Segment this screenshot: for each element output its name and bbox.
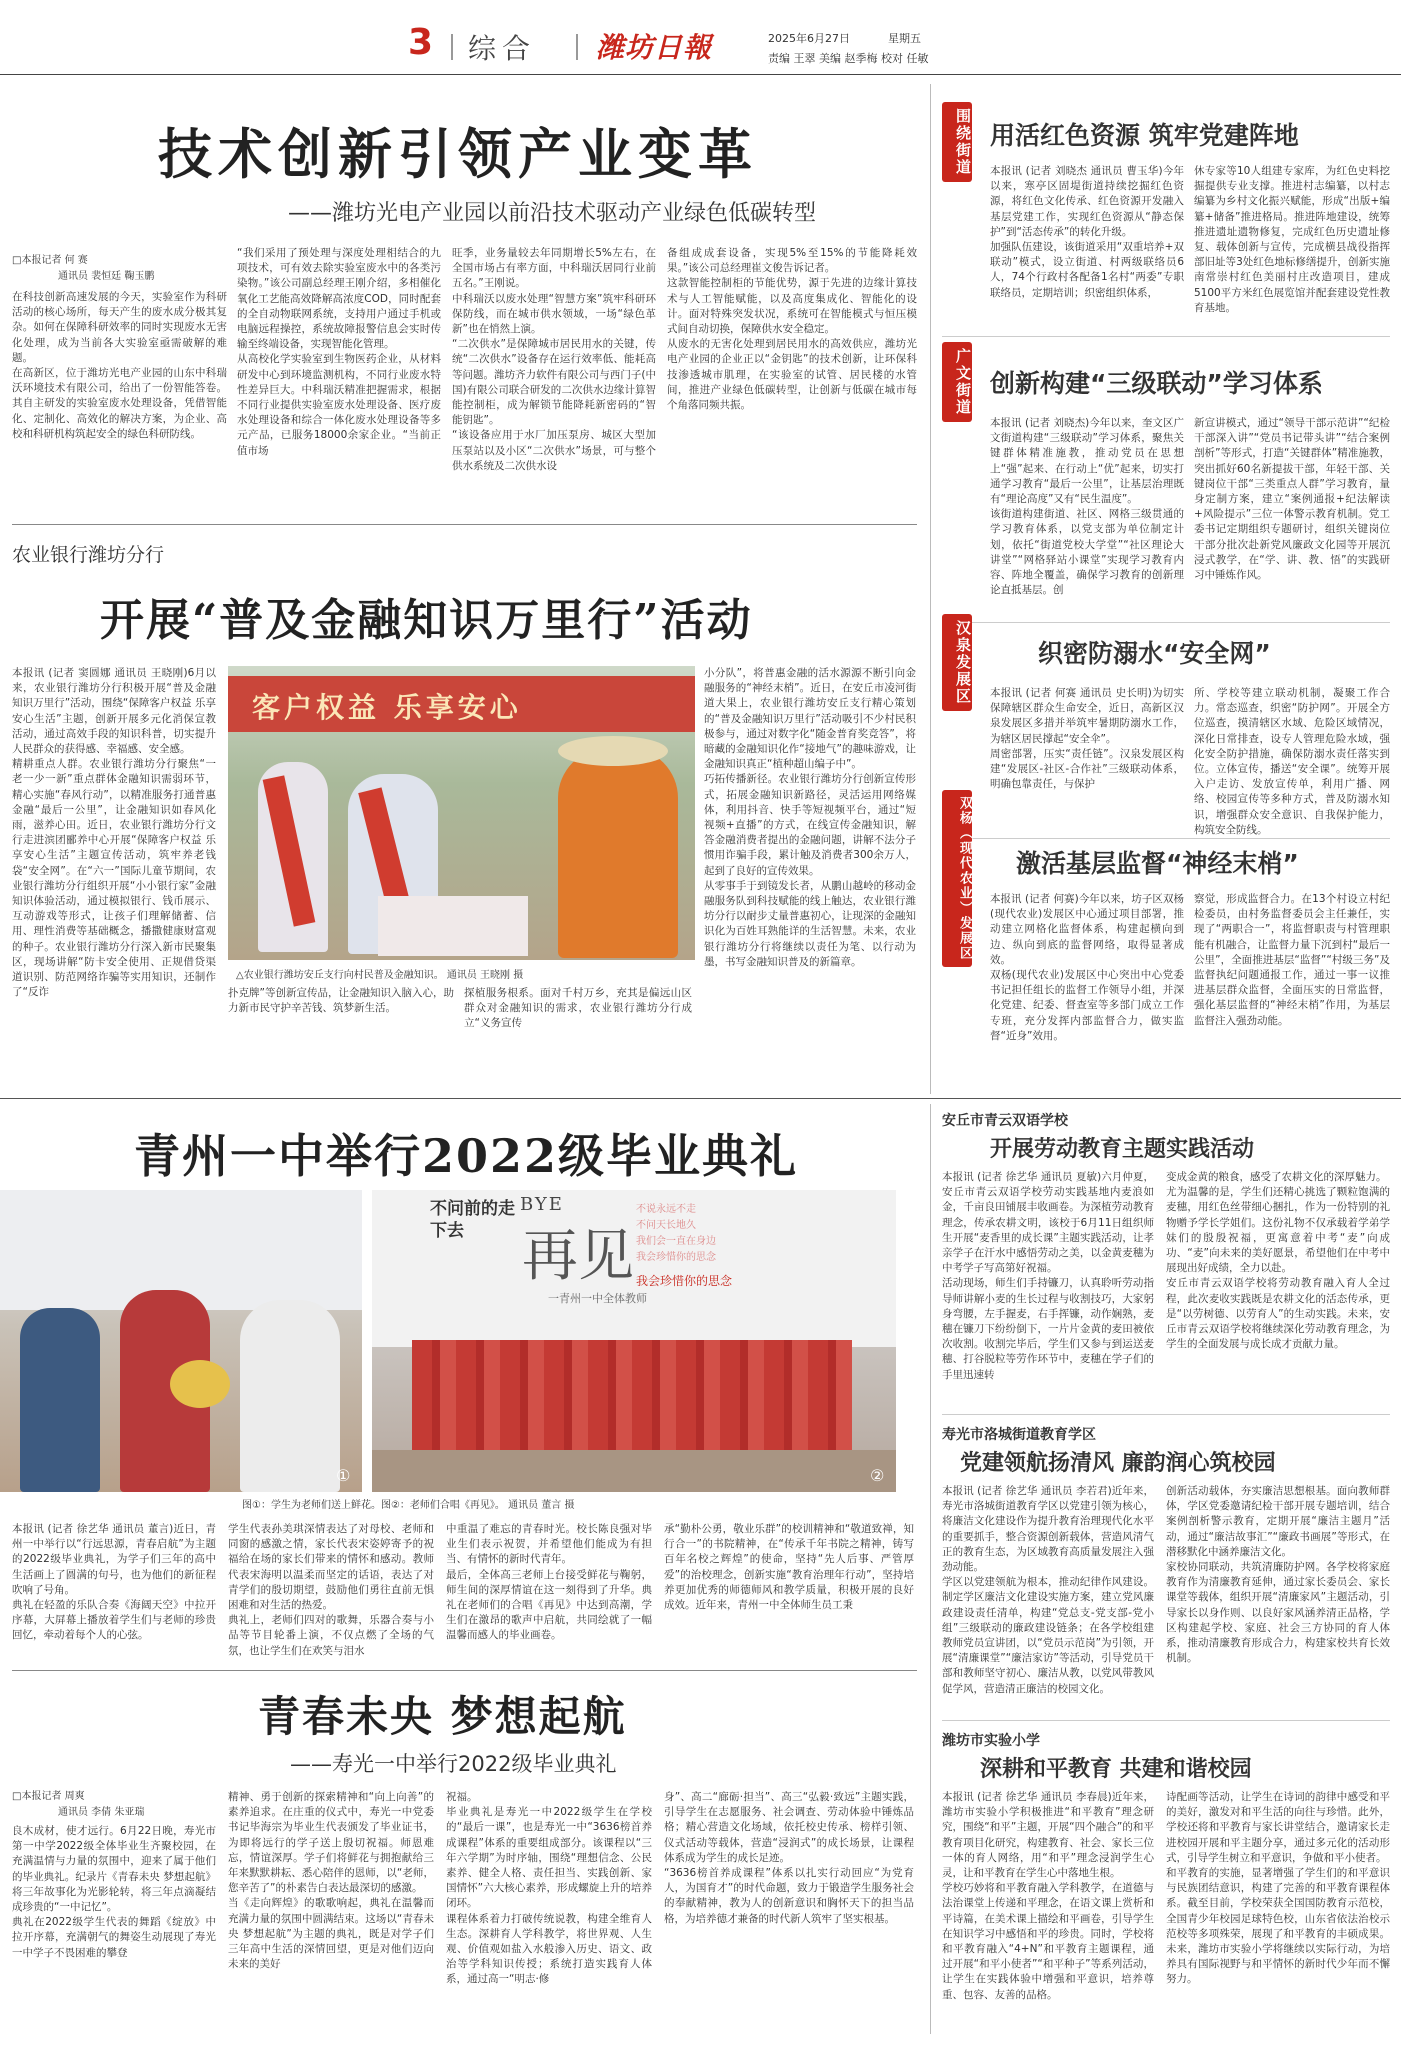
lc-kicker: 寿光市洛城街道教育学区 <box>942 1427 1096 1443</box>
rc-rule-3 <box>942 838 1390 839</box>
sg-col-2: 精神、勇于创新的探索精神和“向上向善”的素养追求。在庄重的仪式中，寿光一中党委书记毕海宗为毕业生代表颁发了毕业证书，为即将远行的学子送上殷切祝福。师恩难忘，情谊深厚。学子们将鲜花与拥抱献给三年来默默耕耘、悉心陪伴的恩师，以“老师，您辛苦了”的朴素告白表达最深切的感激。 当《走向辉煌》的歌歌响起，典礼在温馨而充满力量的氛围中圆满结束。这场以“青春未央 梦想起航”为主题的典礼，既是对学子们三年高中生活的深情回望，更是对他们迈向未来的美好 <box>228 1791 434 1971</box>
photo2-sub: 我会珍惜你的思念 <box>636 1274 733 1288</box>
wf-col-2: 诗配画等活动，让学生在诗词的韵律中感受和平的美好，激发对和平生活的向往与珍惜。此外，学校还将和平教育与家长讲堂结合，邀请家长走进校园开展和平主题分享，通过多元化的活动形式，引导学生树立和平意识，争做和平小使者。 和平教育的实施，显著增强了学生们的和平意识与民族团结意识，构建了完善的和平教育课程体系。截至目前，学校荣获全国国防教育示范校，全国青少年校园足球特色校，山东省依法治校示范校等多项殊荣，展现了和平教育的丰硕成果。未来，潍坊市实验小学将继续以实际行动，为培养具有国际视野与和平情怀的新时代少年而不懈努力。 <box>1166 1791 1390 1986</box>
tag-guangwen: 广文街道 <box>942 342 972 422</box>
lead-byline-1: □本报记者 何 赛 <box>12 255 88 266</box>
qz-photo-2 <box>372 1190 896 1492</box>
rc-rule-6 <box>942 1720 1390 1721</box>
sg-col-1: 良木成材，使才远行。6月22日晚，寿光市第一中学2022级全体毕业生齐聚校园，在充满温情与力量的氛围中，迎来了属于他们的毕业典礼。纪录片《青春未央 梦想起航》将三年故事化为光影轮转，将三年点滴凝结成珍贵的“一中记忆”。 典礼在2022级学生代表的舞蹈《绽放》中拉开序幕，充满朝气的舞姿生动展现了寿光一中学子不畏困难的攀登 <box>12 1825 216 1959</box>
photo1-flowers <box>170 1360 230 1408</box>
rc-rule-2 <box>942 622 1390 623</box>
photo2-footer: 一青州一中全体教师 <box>548 1292 647 1305</box>
abc-kicker: 农业银行潍坊分行 <box>12 544 165 566</box>
qz-title: 青州一中举行2022级毕业典礼 <box>134 1129 799 1183</box>
lead-col-1: 在科技创新高速发展的今天，实验室作为科研活动的核心场所，每天产生的废水成分极其复杂。如何在保障科研效率的同时实现废水无害化处理，成为当前各大实验室亟需破解的难题。 在高新区，位于潍坊光电产业园的山东中科瑞沃环境技术有限公司，给出了一份智能答卷。其自主研发的实验室废水处理设备，凭借智能化、定制化、高效化的解决方案，为企业、高校和科研机构筑起安全的绿色科研防线。 <box>12 291 227 440</box>
qz-col-3: 中重温了难忘的青春时光。校长陈良强对毕业生们表示祝贺，并希望他们能成为有担当、有情怀的新时代青年。 最后，全体高三老师上台接受鲜花与鞠躬，师生间的深厚情谊在这一刻得到了升华。典礼在老师们的合唱《再见》中达到高潮，学生们在激昂的歌声中启航，共同绘就了一幅温馨而感人的毕业画卷。 <box>446 1523 652 1642</box>
abc-col-3: 探植服务根系。面对千村万乡，充其是偏远山区群众对金融知识的需求，农业银行潍坊分行成立“义务宣传 <box>464 987 692 1030</box>
tag-shuangyang: 双杨（现代农业）发展区 <box>942 790 972 967</box>
aq-col-2: 变成金黄的粮食，感受了农耕文化的深厚魅力。 尤为温馨的是，学生们还精心挑选了颗粒饱满的麦穗，用红色丝带细心捆扎，作为一份特别的礼物赠予学长学姐们。这份礼物不仅承载着学弟学妹们的殷殷祝福，更寓意着中考“麦”向成功、“麦”向未来的美好愿景，希望他们在中考中展现出好成绩，全力以赴。 安丘市青云双语学校将劳动教育融入育人全过程，此次麦收实践既是农耕文化的活态传承，更是“以劳树德、以劳育人”的生动实践。未来，安丘市青云双语学校将继续深化劳动教育理念，为学生的全面发展与成长成才贡献力量。 <box>1166 1171 1390 1351</box>
rc1-col-1: 本报讯 (记者 刘晓杰 通讯员 曹玉华)今年以来，寒亭区固堤街道持续挖掘红色资源，将红色文化传承、红色资源开发融入基层党建工作，实现红色资源从“静态保护”到“活态传承”的转化升级。 加强队伍建设，该街道采用“双重培养+双联动”模式，设立街道、村两级联络员6人，74个行政村各配备1名村“两委”专职联络员，定期培训；织密组织体系， <box>990 165 1184 299</box>
photo-banner-text: 客户权益 乐享安心 <box>252 691 522 724</box>
rc4-col-1: 本报讯 (记者 何赛)今年以来，坊子区双杨(现代农业)发展区中心通过项目部署，推动建立网格化监督体系，构建起横向到边、纵向到底的监督网络，取得显著成效。 双杨(现代农业)发展区中心突出中心党委书记担任组长的监督工作领导小组，并深化党建、纪委、督查室等多部门成立工作专班，充分发挥内部监督合力，做实监督“近身”效用。 <box>990 893 1184 1042</box>
abc-col-1: 本报讯 (记者 窦圆娜 通讯员 王晓刚)6月以来，农业银行潍坊分行积极开展“普及金融知识万里行”活动，围绕“保障客户权益 乐享安心生活”主题，创新开展多元化消保宣教活动，通过高效手段的知识科普，切实提升人民群众的获得感、幸福感、安全感。 精耕重点人群。农业银行潍坊分行聚焦“一老一少一新”重点群体金融知识需弱环节，精心实施“春风行动”，以精准服务打通普惠金融“最后一公里”，让金融知识如春风化雨，滋养心田。近日，农业银行潍坊分行文行走进滨团郦养中心开展“保障客户权益 乐享安心生活”主题宣传活动，筑牢养老钱袋“安全网”。在“六一”国际儿童节期间，农业银行潍坊分行组织开展“小小银行家”金融知识体验活动，通过模拟银行、钱币展示、互动游戏等形式，让孩子们理解储蓄、信用、理性消费等基础概念，播撒健康财富观的种子。农业银行潍坊分行深入新市民聚集区，现场讲解“防卡安全使用、正规借贷渠道识别、防范网络诈骗等实用知识，还制作了“反诈 <box>12 667 216 999</box>
sg-col-3: 祝福。 毕业典礼是寿光一中2022级学生在学校的“最后一课”，也是寿光一中“3636榜首养成课程”体系的重要组成部分。该课程以“三年六学期”为时序轴，围绕“理想信念、公民素养、健全人格、责任担当、实践创新、家国情怀”六大核心素养，形成螺旋上升的培养闭环。 课程体系着力打破传统说教，构建全维育人生态。深耕育人学科教学，将世界观、人生观、价值观如盐入水般渗入历史、语文、政治等学科知识传授；系统打造实践育人体系，通过高一“明志·修 <box>446 1791 652 1986</box>
rc2-title: 创新构建“三级联动”学习体系 <box>990 369 1323 398</box>
lead-title: 技术创新引领产业变革 <box>158 122 758 186</box>
photo-person-3 <box>558 748 678 958</box>
photo2-line-3: 我会珍惜你的思念 <box>636 1252 716 1263</box>
lead-col-4: 备组成成套设备，实现5%至15%的节能降耗效果。”该公司总经理崔文俊告诉记者。 这款智能控制柜的节能优势，源于先进的边缘计算技术与人工智能赋能，以及高度集成化、智能化的设计。面对特殊突发状况，系统可在智能模式与恒压模式间自动切换，保障供水安全稳定。 从废水的无害化处理到居民用水的高效供应，潍坊光电产业园的企业正以“金钥匙”的技术创新，让环保科技渗透城市肌理，在实验室的试管、居民楼的水管间，推进产业绿色低碳转型，让创新与低碳在城市每个角落同频共振。 <box>667 247 917 412</box>
header-rule <box>0 74 1401 75</box>
section-rule-2 <box>0 1098 937 1099</box>
rc3-title: 织密防溺水“安全网” <box>1038 639 1271 668</box>
tag-hanquan: 汉泉发展区 <box>942 614 972 711</box>
header-date: 2025年6月27日 <box>768 32 850 45</box>
lc-title: 党建领航扬清风 廉韵润心筑校园 <box>960 1451 1276 1476</box>
rc-rule-1 <box>942 336 1390 337</box>
rc2-col-1: 本报讯 (记者 刘晓杰)今年以来，奎文区广文街道构建“三级联动”学习体系，聚焦关键群体精准施教，推动党员在思想上“强”起来、在行动上“优”起来，切实打通学习教育“最后一公里”，让基层治理既有“理论高度”又有“民生温度”。 该街道构建街道、社区、网格三级贯通的学习教育体系，以党支部为单位制定计划，依托“街道党校大学堂”“社区理论大讲堂”“网格驿站小课堂”实现学习教育内容、阵地全覆盖，确保学习教育的创新理论直抵基层。创 <box>990 417 1184 597</box>
lead-col-3: 旺季，业务量较去年同期增长5%左右，在全国市场占有率方面，中科瑞沃居同行业前五名。”王刚说。 中科瑞沃以废水处理“智慧方案”筑牢科研环保防线，而在城市供水领域，一场“绿色革新”也在悄然上演。 “二次供水”是保障城市居民用水的关键，传统“二次供水”设备存在运行效率低、能耗高等问题。潍坊齐力软件有限公司与西门子(中国)有限公司联合研发的二次供水边缘计算智能控制柜，成为解锁节能降耗新密码的“智能钥匙”。 “该设备应用于水厂加压泵房、城区大型加压泵站以及小区“二次供水”场景，可与整个供水系统及二次供水设 <box>452 247 656 472</box>
lc-col-1: 本报讯 (记者 徐艺华 通讯员 李若君)近年来，寿光市洛城街道教育学区以党建引领为核心，将廉洁文化建设作为提升教育治理现代化水平的重要抓手，整合资源创新载体，营造风清气正的教育生态，为区域教育高质量发展注入强劲动能。 学区以党建领航为根本，推动纪律作风建设。制定学区廉洁文化建设实施方案，建立党风廉政建设责任清单，构建“党总支-党支部-党小组”三级联动的廉政建设链条；在各学校组建教师党员宣讲团，以“党员示范岗”为引领，开展“清廉课堂”“廉洁家访”等活动，引导党员干部和教师坚守初心、廉洁从教，以党风带教风促学风，营造清正廉洁的校园文化。 <box>942 1485 1154 1695</box>
abc-title: 开展“普及金融知识万里行”活动 <box>100 595 753 646</box>
section-rule-3 <box>12 1670 917 1671</box>
wf-title: 深耕和平教育 共建和谐校园 <box>980 1757 1252 1782</box>
rc-rule-5 <box>942 1414 1390 1415</box>
rc4-title: 激活基层监督“神经末梢” <box>1016 849 1299 878</box>
sg-col-4: 身”、高二“廊砺·担当”、高三“弘毅·致远”主题实践，引导学生在志愿服务、社会调查、劳动体验中锤炼品格；精心营造文化场域，依托校史传承、榜样引领、仪式活动等载体，营造“浸润式”的成长场景，让课程体系成为学生的成长足迹。 “3636榜首养成课程”体系以扎实行动回应“为党育人，为国育才”的时代命题，致力于锻造学生服务社会的奉献精神，教为人的创新意识和胸怀天下的担当品格，为培养德才兼备的时代新人筑牢了坚实根基。 <box>664 1791 914 1925</box>
photo-hat <box>558 736 668 766</box>
photo-banner <box>228 676 695 732</box>
aq-title: 开展劳动教育主题实践活动 <box>990 1137 1255 1162</box>
photo1-number: ① <box>336 1466 351 1485</box>
rc-rule-4 <box>937 1098 1401 1099</box>
sg-byline-1: □本报记者 周爽 <box>12 1791 85 1802</box>
right-column-divider <box>930 84 931 1094</box>
qz-col-4: 承“勤朴公勇，敬业乐群”的校训精神和“敬道致禅，知行合一”的书院精神，在“传承千年书院之精神，铸写百年名校之辉煌”的使命，坚持“先人后事、严管厚爱”的治校理念，创新实施“教育治理年行动”，坚持培养更加优秀的师德师风和教学质量，积极开展的良好成效。近年来，青州一中全体师生员工秉 <box>664 1523 914 1612</box>
rc2-col-2: 新宣讲模式，通过“领导干部示范讲”“纪检干部深入讲”“党员书记带头讲”“结合案例剖析”等形式，打造“关键群体”精准施教，突出抓好60名新提拔干部，年轻干部、关键岗位干部“三类重点人群”学习教育，量身定制方案，建立“案例通报+纪法解读+风险提示”三位一体警示教育机制。党工委书记定期组织专题研讨，组织关键岗位干部分批次赴新党风廉政文化园等开展沉浸式教学，在“学、讲、教、悟”的实践研习中锤炼作风。 <box>1194 417 1390 582</box>
photo2-number: ② <box>870 1466 885 1485</box>
aq-kicker: 安丘市青云双语学校 <box>942 1113 1068 1129</box>
photo-table <box>378 896 528 956</box>
lower-right-divider <box>930 1104 931 2034</box>
photo2-zaijian: 再见 <box>522 1224 634 1289</box>
paper-logo: 潍坊日報 <box>596 31 713 64</box>
qz-photo-caption: 图①：学生为老师们送上鲜花。图②：老师们合唱《再见》。 通讯员 董言 摄 <box>242 1500 575 1511</box>
header-editors: 责编 王翠 美编 赵季梅 校对 任敏 <box>768 52 929 65</box>
section-rule-1 <box>12 524 917 525</box>
lc-col-2: 创新活动载体，夯实廉洁思想根基。面向教师群体，学区党委邀请纪检干部开展专题培训，结合案例剖析警示教育，定期开展“廉洁主题月”活动，通过“廉洁故事汇”“廉政书画展”等形式，在潜移默化中涵养廉洁文化。 家校协同联动，共筑清廉防护网。各学校将家庭教育作为清廉教育延伸，通过家长委员会、家长课堂等载体，组织开展“清廉家风”主题活动，引导家长以身作则、以良好家风涵养清正品格，学区构建起学校、家庭、社会三方协同的育人体系，推动清廉教育形成合力，构建家校共育长效机制。 <box>1166 1485 1390 1665</box>
rc1-col-2: 休专家等10人组建专家库，为红色史料挖掘提供专业支撑。推进村志编纂，以村志编纂为乡村文化振兴赋能，形成“出版+编纂+储备”推进格局。推进阵地建设，统筹推进遗址遗物修复，完成红色历史遗址修复、载体创新与宣传，完成横县战役指挥部旧址等3处红色地标修缮提升，创新实施南常崇村红色美丽村庄改造项目，建成5100平方米红色展览馆并配套建设党性教育基地。 <box>1194 165 1390 314</box>
sg-subtitle: ——寿光一中举行2022级毕业典礼 <box>290 1752 617 1776</box>
sg-byline-2: 通讯员 李倩 朱亚瑞 <box>58 1807 145 1818</box>
photo2-choir <box>412 1340 852 1450</box>
aq-col-1: 本报讯 (记者 徐艺华 通讯员 夏敏)六月仲夏，安丘市青云双语学校劳动实践基地内麦浪如金，千亩良田铺展丰收画卷。为深植劳动教育理念，传承农耕文明，该校于6月11日组织师生开展“麦香里的成长课”主题实践活动，让孝亲学子在汗水中感悟劳动之美，以金黄麦穗为中考学子写高第好祝福。 活动现场，师生们手持镰刀，认真聆听劳动指导师讲解小麦的生长过程与收割技巧，大家躬身弯腰，左手握麦，右手挥镰，动作娴熟，麦穗在镰刀下纷纷倒下，一片片金黄的麦田被依次收割。收割完毕后，学生们又参与到运送麦穗、打谷脱粒等劳作环节中，麦穗在学子们的手里迅速转 <box>942 1171 1154 1381</box>
section-name: 综合 <box>468 32 537 65</box>
photo2-line-2: 我们会一直在身边 <box>636 1236 716 1247</box>
abc-photo <box>228 666 695 960</box>
photo1-person-c <box>240 1300 340 1492</box>
header-divider <box>451 34 453 60</box>
wf-kicker: 潍坊市实验小学 <box>942 1733 1040 1749</box>
rc3-col-1: 本报讯 (记者 何赛 通讯员 史长明)为切实保障辖区群众生命安全，近日，高新区汉泉发展区多措并举筑牢暑期防溺水工作，为辖区居民撑起“安全伞”。 周密部署，压实“责任链”。汉泉发展区构建“发展区-社区-合作社”三级联动体系，明确包靠责任，与保护 <box>990 687 1184 791</box>
qz-col-2: 学生代表孙美琪深情表达了对母校、老师和同窗的感激之情，家长代表宋姿婷寄予的祝福给在场的家长们带来的情怀和感动。教师代表宋海明以温柔而坚定的话语，表达了对青学们的殷切期望，鼓励他们勇往直前无惧困难和对生活的热爱。 典礼上，老师们四对的歌舞，乐器合奏与小品等节目轮番上演，不仅点燃了全场的气氛，也让学生们在欢笑与泪水 <box>228 1523 434 1657</box>
rc4-col-2: 察觉，形成监督合力。在13个村设立村纪检委员，由村务监督委员会主任兼任，实现了“两职合一”，将监督职责与村管理职能有机融合，让监督力量下沉到村“最后一公里”，全面推进基层“监督”“村级三务”及监督执纪问题通报工作，通过一事一议推进基层群众监督，全面压实的日常监督，强化基层监督的“神经末梢”作用，为基层监督注入强劲动能。 <box>1194 893 1390 1027</box>
lead-byline-2: 通讯员 裴恒廷 鞠玉鹏 <box>58 271 155 282</box>
header-divider-2 <box>576 34 578 60</box>
wf-col-1: 本报讯 (记者 徐艺华 通讯员 李春晨)近年来，潍坊市实验小学积极推进“和平教育”理念研究，围绕“和平”主题，开展“四个融合”的和平教育项目化研究，构建教育、社会、家长三位一体的育人网络，用“和平”理念浸润学生心灵，让和平教育在学生心中落地生根。 学校巧妙将和平教育融入学科教学，在道德与法治课堂上传递和平理念，在语文课上赏析和平诗篇，在美术课上描绘和平画卷，引导学生在知识学习中感悟和平的珍贵。同时，学校将和平教育融入“4+N”和平教育主题课程，通过开展“和平小使者”“和平种子”等系列活动，让学生在实践体验中增强和平意识，培养尊重、包容、友善的品格。 <box>942 1791 1154 2001</box>
abc-col-4: 小分队”，将普惠金融的活水源源不断引向金融服务的“神经末梢”。近日，在安丘市凌河街道大果上，农业银行潍坊安丘支行精心策划的“普及金融知识万里行”活动吸引不少村民积极参与，通过对数字化“随金普育奖竞答”，将暗藏的金融知识化作“接地气”的趣味游戏，让金融知识真正“植种超山编子中”。 巧拓传播新径。农业银行潍坊分行创新宣传形式，拓展金融知识新路径，灵活运用网络媒体，利用抖音、快手等短视频平台，通过“短视频+直播”的方式，在线宣传金融知识，解答金融消费者提出的金融问题，讲解不法分子惯用诈骗手段，累计触及消费者300余万人，起到了良好的宣传效果。 从零事手于到镜发长者，从鹏山越岭的移动金融服务队到科技赋能的线上触达，农业银行潍坊分行以耐步丈量普惠初心，让现深的金融知识化为百姓耳熟能详的生活智慧。未来，农业银行潍坊分行将继续以责任为笔、以行动为墨，书写金融知识普及的新篇章。 <box>704 667 916 968</box>
photo2-side: 不问前的走下去 <box>430 1199 515 1241</box>
lead-subtitle: ——潍坊光电产业园以前沿技术驱动产业绿色低碳转型 <box>288 201 817 226</box>
tag-gudi: 围绕街道 <box>942 102 972 182</box>
header-weekday: 星期五 <box>888 32 921 45</box>
abc-photo-caption: △农业银行潍坊安丘支行向村民普及金融知识。 通讯员 王晓刚 摄 <box>236 970 524 981</box>
photo2-bye: BYE <box>520 1194 564 1215</box>
rc3-col-2: 所、学校等建立联动机制，凝聚工作合力。常态巡查，织密“防护网”。开展全方位巡查，摸清辖区水域、危险区域情况，深化日常排查，设专人管理危险水域，强化安全防护措施，确保防溺水责任落实到位。立体宣传，播送“安全课”。统筹开展入户走访、发放宣传单，利用广播、网络、校园宣传等多种方式，普及防溺水知识，增强群众安全意识、自我保护能力，构筑安全防线。 <box>1194 687 1390 836</box>
photo2-stage <box>372 1450 896 1492</box>
photo2-line-0: 不说永远不走 <box>636 1204 696 1215</box>
rc1-title: 用活红色资源 筑牢党建阵地 <box>990 121 1299 150</box>
sg-title: 青春未央 梦想起航 <box>258 1692 627 1741</box>
photo1-person-a <box>20 1308 100 1492</box>
abc-col-2: 扑克牌”等创新宣传品，让金融知识入脑入心，助力新市民守护辛苦钱、筑梦新生活。 <box>228 987 454 1015</box>
masthead <box>0 0 1401 72</box>
photo2-line-1: 不问天长地久 <box>636 1220 696 1231</box>
lead-col-2: “我们采用了预处理与深度处理相结合的九项技术，可有效去除实验室废水中的各类污染物。”该公司副总经理王刚介绍，多相催化氧化工艺能高效降解高浓度COD，同时配套的全自动物联网系统，支持用户通过手机或电脑远程操控，系统故障报警信息会实时传输至终端设备，实现智能化管理。 从高校化学实验室到生物医药企业，从材料研发中心到环境监测机构，不同行业废水特性差异巨大。中科瑞沃精准把握需求，根据不同行业提供实验室废水处理设备、医疗废水处理设备和综合一体化废水处理设备等多元产品，已服务18000余家企业。“当前正值市场 <box>237 247 441 457</box>
qz-photo-1 <box>0 1190 362 1492</box>
qz-col-1: 本报讯 (记者 徐艺华 通讯员 董言)近日，青州一中举行以“行远思源，青春启航”为主题的2022级毕业典礼，为学子们三年的高中生活画上了圆满的句号，也为他们的新征程吹响了号角。 典礼在轻盈的乐队合奏《海阔天空》中拉开序幕，大屏幕上播放着学生们与老师的珍贵回忆，牵动着每个人的心弦。 <box>12 1523 216 1642</box>
page-number: 3 <box>408 22 434 63</box>
